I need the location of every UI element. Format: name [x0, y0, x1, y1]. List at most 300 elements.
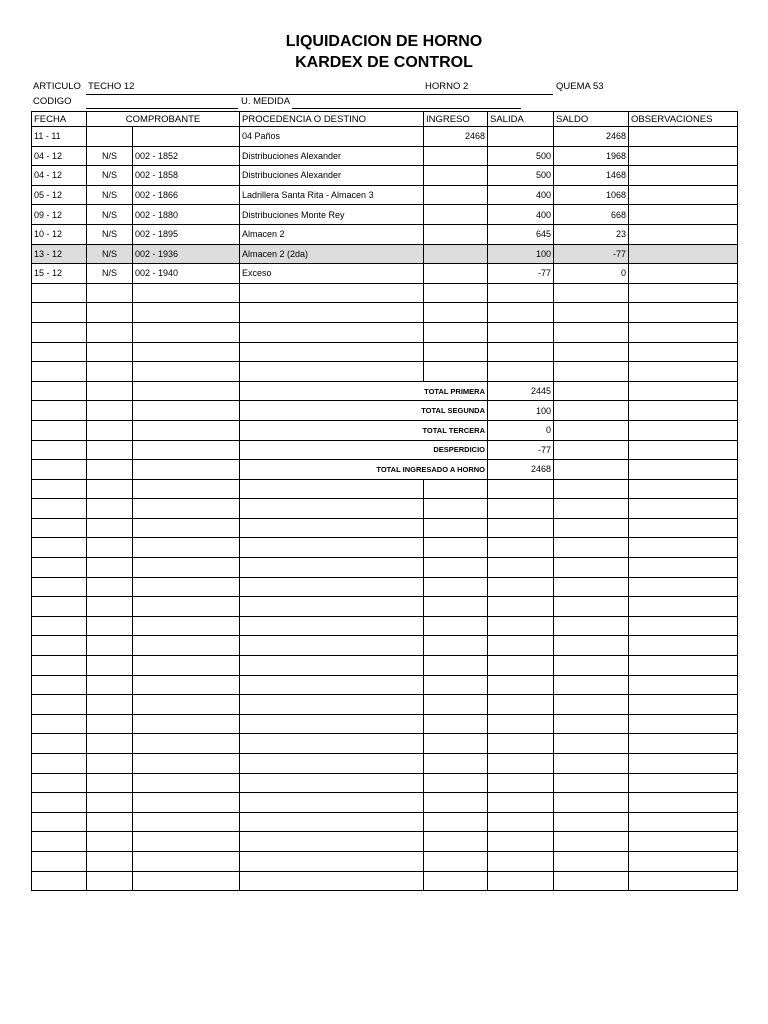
table-row [32, 675, 738, 695]
empty-cell [424, 695, 488, 715]
numero-cell: 002 - 1895 [133, 224, 240, 244]
salida-cell: 500 [488, 146, 554, 166]
empty-cell [133, 479, 240, 499]
document-subtitle: KARDEX DE CONTROL [295, 54, 473, 71]
empty-cell [133, 322, 240, 342]
table-row [32, 714, 738, 734]
empty-cell [87, 283, 133, 303]
tipo-cell: N/S [87, 224, 133, 244]
empty-cell [554, 518, 629, 538]
empty-cell [32, 518, 87, 538]
empty-cell [629, 597, 738, 617]
empty-cell [629, 381, 738, 401]
empty-cell [133, 283, 240, 303]
empty-cell [32, 812, 87, 832]
table-row [32, 322, 738, 342]
empty-cell [32, 322, 87, 342]
empty-cell [488, 675, 554, 695]
empty-cell [240, 577, 424, 597]
empty-cell [424, 616, 488, 636]
empty-cell [554, 793, 629, 813]
table-row [32, 773, 738, 793]
saldo-cell: 2468 [554, 127, 629, 147]
empty-cell [32, 401, 87, 421]
empty-cell [87, 734, 133, 754]
empty-cell [554, 460, 629, 480]
empty-cell [133, 577, 240, 597]
empty-cell [32, 342, 87, 362]
empty-cell [554, 577, 629, 597]
empty-cell [488, 832, 554, 852]
table-row [32, 146, 738, 166]
empty-cell [424, 714, 488, 734]
empty-cell [488, 362, 554, 382]
empty-cell [32, 558, 87, 578]
empty-cell [133, 675, 240, 695]
empty-cell [424, 577, 488, 597]
empty-cell [240, 656, 424, 676]
empty-cell [488, 342, 554, 362]
codigo-label: CODIGO [33, 96, 72, 107]
saldo-cell: 1968 [554, 146, 629, 166]
empty-cell [240, 734, 424, 754]
table-row [32, 734, 738, 754]
empty-cell [240, 558, 424, 578]
empty-cell [554, 499, 629, 519]
empty-cell [424, 362, 488, 382]
empty-cell [87, 695, 133, 715]
empty-cell [240, 695, 424, 715]
summary-row [32, 381, 738, 401]
empty-cell [87, 303, 133, 323]
fecha-cell: 11 - 11 [32, 127, 87, 147]
fecha-cell: 10 - 12 [32, 224, 87, 244]
salida-cell: 400 [488, 205, 554, 225]
empty-cell [87, 362, 133, 382]
empty-cell [424, 851, 488, 871]
summary-row [32, 420, 738, 440]
empty-cell [424, 597, 488, 617]
summary-label: TOTAL TERCERA [240, 420, 488, 440]
empty-cell [488, 734, 554, 754]
empty-cell [554, 714, 629, 734]
empty-cell [488, 773, 554, 793]
empty-cell [629, 675, 738, 695]
empty-cell [424, 538, 488, 558]
empty-cell [424, 283, 488, 303]
salida-cell: -77 [488, 264, 554, 284]
empty-cell [424, 734, 488, 754]
empty-cell [87, 401, 133, 421]
empty-cell [488, 871, 554, 891]
empty-cell [240, 362, 424, 382]
empty-cell [629, 538, 738, 558]
empty-cell [424, 871, 488, 891]
table-row [32, 538, 738, 558]
empty-cell [87, 420, 133, 440]
saldo-cell: -77 [554, 244, 629, 264]
empty-cell [424, 656, 488, 676]
empty-cell [133, 420, 240, 440]
empty-cell [424, 342, 488, 362]
table-row [32, 812, 738, 832]
destino-cell: Ladrillera Santa Rita - Almacen 3 [240, 185, 424, 205]
empty-cell [629, 851, 738, 871]
numero-cell: 002 - 1940 [133, 264, 240, 284]
empty-cell [488, 695, 554, 715]
empty-cell [629, 577, 738, 597]
empty-cell [32, 479, 87, 499]
empty-cell [240, 479, 424, 499]
empty-cell [424, 518, 488, 538]
empty-cell [629, 558, 738, 578]
table-row [32, 695, 738, 715]
empty-cell [32, 616, 87, 636]
empty-cell [554, 754, 629, 774]
summary-value: 2468 [488, 460, 554, 480]
col-header-procedencia: PROCEDENCIA O DESTINO [240, 112, 424, 127]
u-medida-underline [292, 108, 521, 109]
table-row [32, 127, 738, 147]
empty-cell [87, 812, 133, 832]
empty-cell [240, 793, 424, 813]
empty-cell [240, 616, 424, 636]
empty-cell [133, 871, 240, 891]
saldo-cell: 1068 [554, 185, 629, 205]
empty-cell [87, 636, 133, 656]
destino-cell: Distribuciones Alexander [240, 146, 424, 166]
empty-cell [133, 616, 240, 636]
summary-label: TOTAL INGRESADO A HORNO [240, 460, 488, 480]
empty-cell [32, 499, 87, 519]
empty-cell [32, 851, 87, 871]
ingreso-cell [424, 224, 488, 244]
empty-cell [32, 460, 87, 480]
numero-cell: 002 - 1880 [133, 205, 240, 225]
tipo-cell: N/S [87, 166, 133, 186]
empty-cell [240, 538, 424, 558]
empty-cell [554, 832, 629, 852]
observaciones-cell [629, 127, 738, 147]
empty-cell [554, 558, 629, 578]
empty-cell [240, 812, 424, 832]
empty-cell [133, 714, 240, 734]
empty-cell [488, 754, 554, 774]
empty-cell [629, 832, 738, 852]
codigo-underline [86, 108, 238, 109]
empty-cell [629, 499, 738, 519]
tipo-cell: N/S [87, 244, 133, 264]
empty-cell [32, 303, 87, 323]
empty-cell [32, 871, 87, 891]
empty-cell [554, 322, 629, 342]
empty-cell [133, 538, 240, 558]
salida-cell: 100 [488, 244, 554, 264]
empty-cell [87, 577, 133, 597]
col-header-ingreso: INGRESO [424, 112, 488, 127]
empty-cell [87, 558, 133, 578]
empty-cell [133, 401, 240, 421]
empty-cell [554, 851, 629, 871]
empty-cell [133, 558, 240, 578]
empty-cell [32, 577, 87, 597]
articulo-value: TECHO 12 [88, 81, 135, 92]
empty-cell [133, 362, 240, 382]
empty-cell [488, 597, 554, 617]
table-row [32, 166, 738, 186]
empty-cell [629, 283, 738, 303]
empty-cell [424, 479, 488, 499]
tipo-cell: N/S [87, 205, 133, 225]
empty-cell [629, 303, 738, 323]
ingreso-cell [424, 146, 488, 166]
table-row [32, 832, 738, 852]
table-row [32, 362, 738, 382]
empty-cell [87, 616, 133, 636]
column-header-row [32, 112, 738, 127]
empty-cell [554, 401, 629, 421]
table-row [32, 871, 738, 891]
ingreso-cell [424, 166, 488, 186]
empty-cell [133, 851, 240, 871]
empty-cell [87, 342, 133, 362]
empty-cell [240, 597, 424, 617]
empty-cell [32, 656, 87, 676]
empty-cell [554, 734, 629, 754]
empty-cell [488, 538, 554, 558]
numero-cell: 002 - 1866 [133, 185, 240, 205]
horno-value: HORNO 2 [425, 81, 469, 92]
table-row [32, 597, 738, 617]
document-title: LIQUIDACION DE HORNO [285, 33, 483, 50]
empty-cell [424, 832, 488, 852]
empty-cell [240, 636, 424, 656]
empty-cell [32, 793, 87, 813]
numero-cell [133, 127, 240, 147]
empty-cell [240, 714, 424, 734]
kardex-table-body [32, 112, 738, 891]
ingreso-cell [424, 205, 488, 225]
empty-cell [32, 734, 87, 754]
empty-cell [488, 656, 554, 676]
empty-cell [133, 656, 240, 676]
empty-cell [629, 401, 738, 421]
table-row [32, 793, 738, 813]
table-row [32, 754, 738, 774]
summary-row [32, 401, 738, 421]
empty-cell [87, 538, 133, 558]
empty-cell [133, 342, 240, 362]
empty-cell [629, 754, 738, 774]
empty-cell [240, 342, 424, 362]
summary-value: 100 [488, 401, 554, 421]
table-row [32, 342, 738, 362]
empty-cell [629, 362, 738, 382]
empty-cell [629, 695, 738, 715]
empty-cell [629, 714, 738, 734]
empty-cell [488, 283, 554, 303]
empty-cell [240, 322, 424, 342]
ingreso-cell [424, 264, 488, 284]
empty-cell [554, 303, 629, 323]
articulo-label: ARTICULO [33, 81, 81, 92]
empty-cell [133, 636, 240, 656]
tipo-cell: N/S [87, 146, 133, 166]
empty-cell [554, 597, 629, 617]
saldo-cell: 23 [554, 224, 629, 244]
empty-cell [554, 656, 629, 676]
empty-cell [629, 440, 738, 460]
empty-cell [629, 871, 738, 891]
col-header-fecha: FECHA [32, 112, 87, 127]
summary-label: TOTAL PRIMERA [240, 381, 488, 401]
empty-cell [240, 283, 424, 303]
empty-cell [87, 499, 133, 519]
table-row [32, 224, 738, 244]
empty-cell [488, 793, 554, 813]
empty-cell [87, 832, 133, 852]
empty-cell [424, 303, 488, 323]
salida-cell: 400 [488, 185, 554, 205]
empty-cell [554, 695, 629, 715]
empty-cell [87, 440, 133, 460]
empty-cell [32, 773, 87, 793]
saldo-cell: 0 [554, 264, 629, 284]
fecha-cell: 15 - 12 [32, 264, 87, 284]
empty-cell [32, 420, 87, 440]
saldo-cell: 1468 [554, 166, 629, 186]
empty-cell [32, 754, 87, 774]
empty-cell [32, 695, 87, 715]
observaciones-cell [629, 224, 738, 244]
empty-cell [240, 754, 424, 774]
empty-cell [87, 675, 133, 695]
empty-cell [629, 342, 738, 362]
fecha-cell: 09 - 12 [32, 205, 87, 225]
summary-row [32, 440, 738, 460]
ingreso-cell: 2468 [424, 127, 488, 147]
destino-cell: Almacen 2 [240, 224, 424, 244]
empty-cell [629, 322, 738, 342]
destino-cell: Exceso [240, 264, 424, 284]
empty-cell [554, 381, 629, 401]
table-row [32, 851, 738, 871]
quema-value: QUEMA 53 [556, 81, 604, 92]
empty-cell [87, 518, 133, 538]
col-header-observaciones: OBSERVACIONES [629, 112, 738, 127]
table-row [32, 264, 738, 284]
table-row [32, 577, 738, 597]
empty-cell [133, 773, 240, 793]
tipo-cell: N/S [87, 264, 133, 284]
summary-value: -77 [488, 440, 554, 460]
empty-cell [240, 518, 424, 538]
empty-cell [87, 851, 133, 871]
empty-cell [133, 597, 240, 617]
empty-cell [629, 656, 738, 676]
empty-cell [133, 812, 240, 832]
empty-cell [133, 440, 240, 460]
empty-cell [424, 636, 488, 656]
numero-cell: 002 - 1936 [133, 244, 240, 264]
empty-cell [488, 558, 554, 578]
articulo-underline [86, 94, 553, 95]
empty-cell [87, 714, 133, 734]
empty-cell [629, 616, 738, 636]
empty-cell [629, 636, 738, 656]
empty-cell [32, 538, 87, 558]
summary-value: 0 [488, 420, 554, 440]
empty-cell [554, 616, 629, 636]
empty-cell [87, 322, 133, 342]
tipo-cell: N/S [87, 185, 133, 205]
empty-cell [133, 460, 240, 480]
summary-label: TOTAL SEGUNDA [240, 401, 488, 421]
table-row [32, 185, 738, 205]
salida-cell [488, 127, 554, 147]
empty-cell [629, 460, 738, 480]
empty-cell [240, 832, 424, 852]
empty-cell [87, 381, 133, 401]
empty-cell [32, 636, 87, 656]
table-row [32, 518, 738, 538]
empty-cell [554, 812, 629, 832]
empty-cell [424, 754, 488, 774]
ingreso-cell [424, 185, 488, 205]
col-header-comprobante: COMPROBANTE [87, 112, 240, 127]
fecha-cell: 04 - 12 [32, 166, 87, 186]
numero-cell: 002 - 1852 [133, 146, 240, 166]
empty-cell [133, 793, 240, 813]
u-medida-label: U. MEDIDA [241, 96, 291, 107]
fecha-cell: 05 - 12 [32, 185, 87, 205]
observaciones-cell [629, 205, 738, 225]
empty-cell [133, 518, 240, 538]
empty-cell [488, 499, 554, 519]
table-row [32, 303, 738, 323]
observaciones-cell [629, 146, 738, 166]
empty-cell [554, 283, 629, 303]
empty-cell [240, 871, 424, 891]
table-row [32, 499, 738, 519]
empty-cell [554, 362, 629, 382]
empty-cell [488, 851, 554, 871]
empty-cell [424, 499, 488, 519]
observaciones-cell [629, 244, 738, 264]
observaciones-cell [629, 185, 738, 205]
empty-cell [554, 440, 629, 460]
empty-cell [629, 518, 738, 538]
table-row [32, 656, 738, 676]
col-header-saldo: SALDO [554, 112, 629, 127]
empty-cell [629, 734, 738, 754]
empty-cell [87, 773, 133, 793]
empty-cell [87, 793, 133, 813]
empty-cell [554, 773, 629, 793]
empty-cell [424, 812, 488, 832]
empty-cell [488, 714, 554, 734]
empty-cell [424, 558, 488, 578]
empty-cell [488, 479, 554, 499]
empty-cell [424, 793, 488, 813]
empty-cell [32, 381, 87, 401]
destino-cell: Distribuciones Monte Rey [240, 205, 424, 225]
empty-cell [240, 499, 424, 519]
empty-cell [240, 773, 424, 793]
salida-cell: 645 [488, 224, 554, 244]
empty-cell [554, 538, 629, 558]
empty-cell [554, 342, 629, 362]
